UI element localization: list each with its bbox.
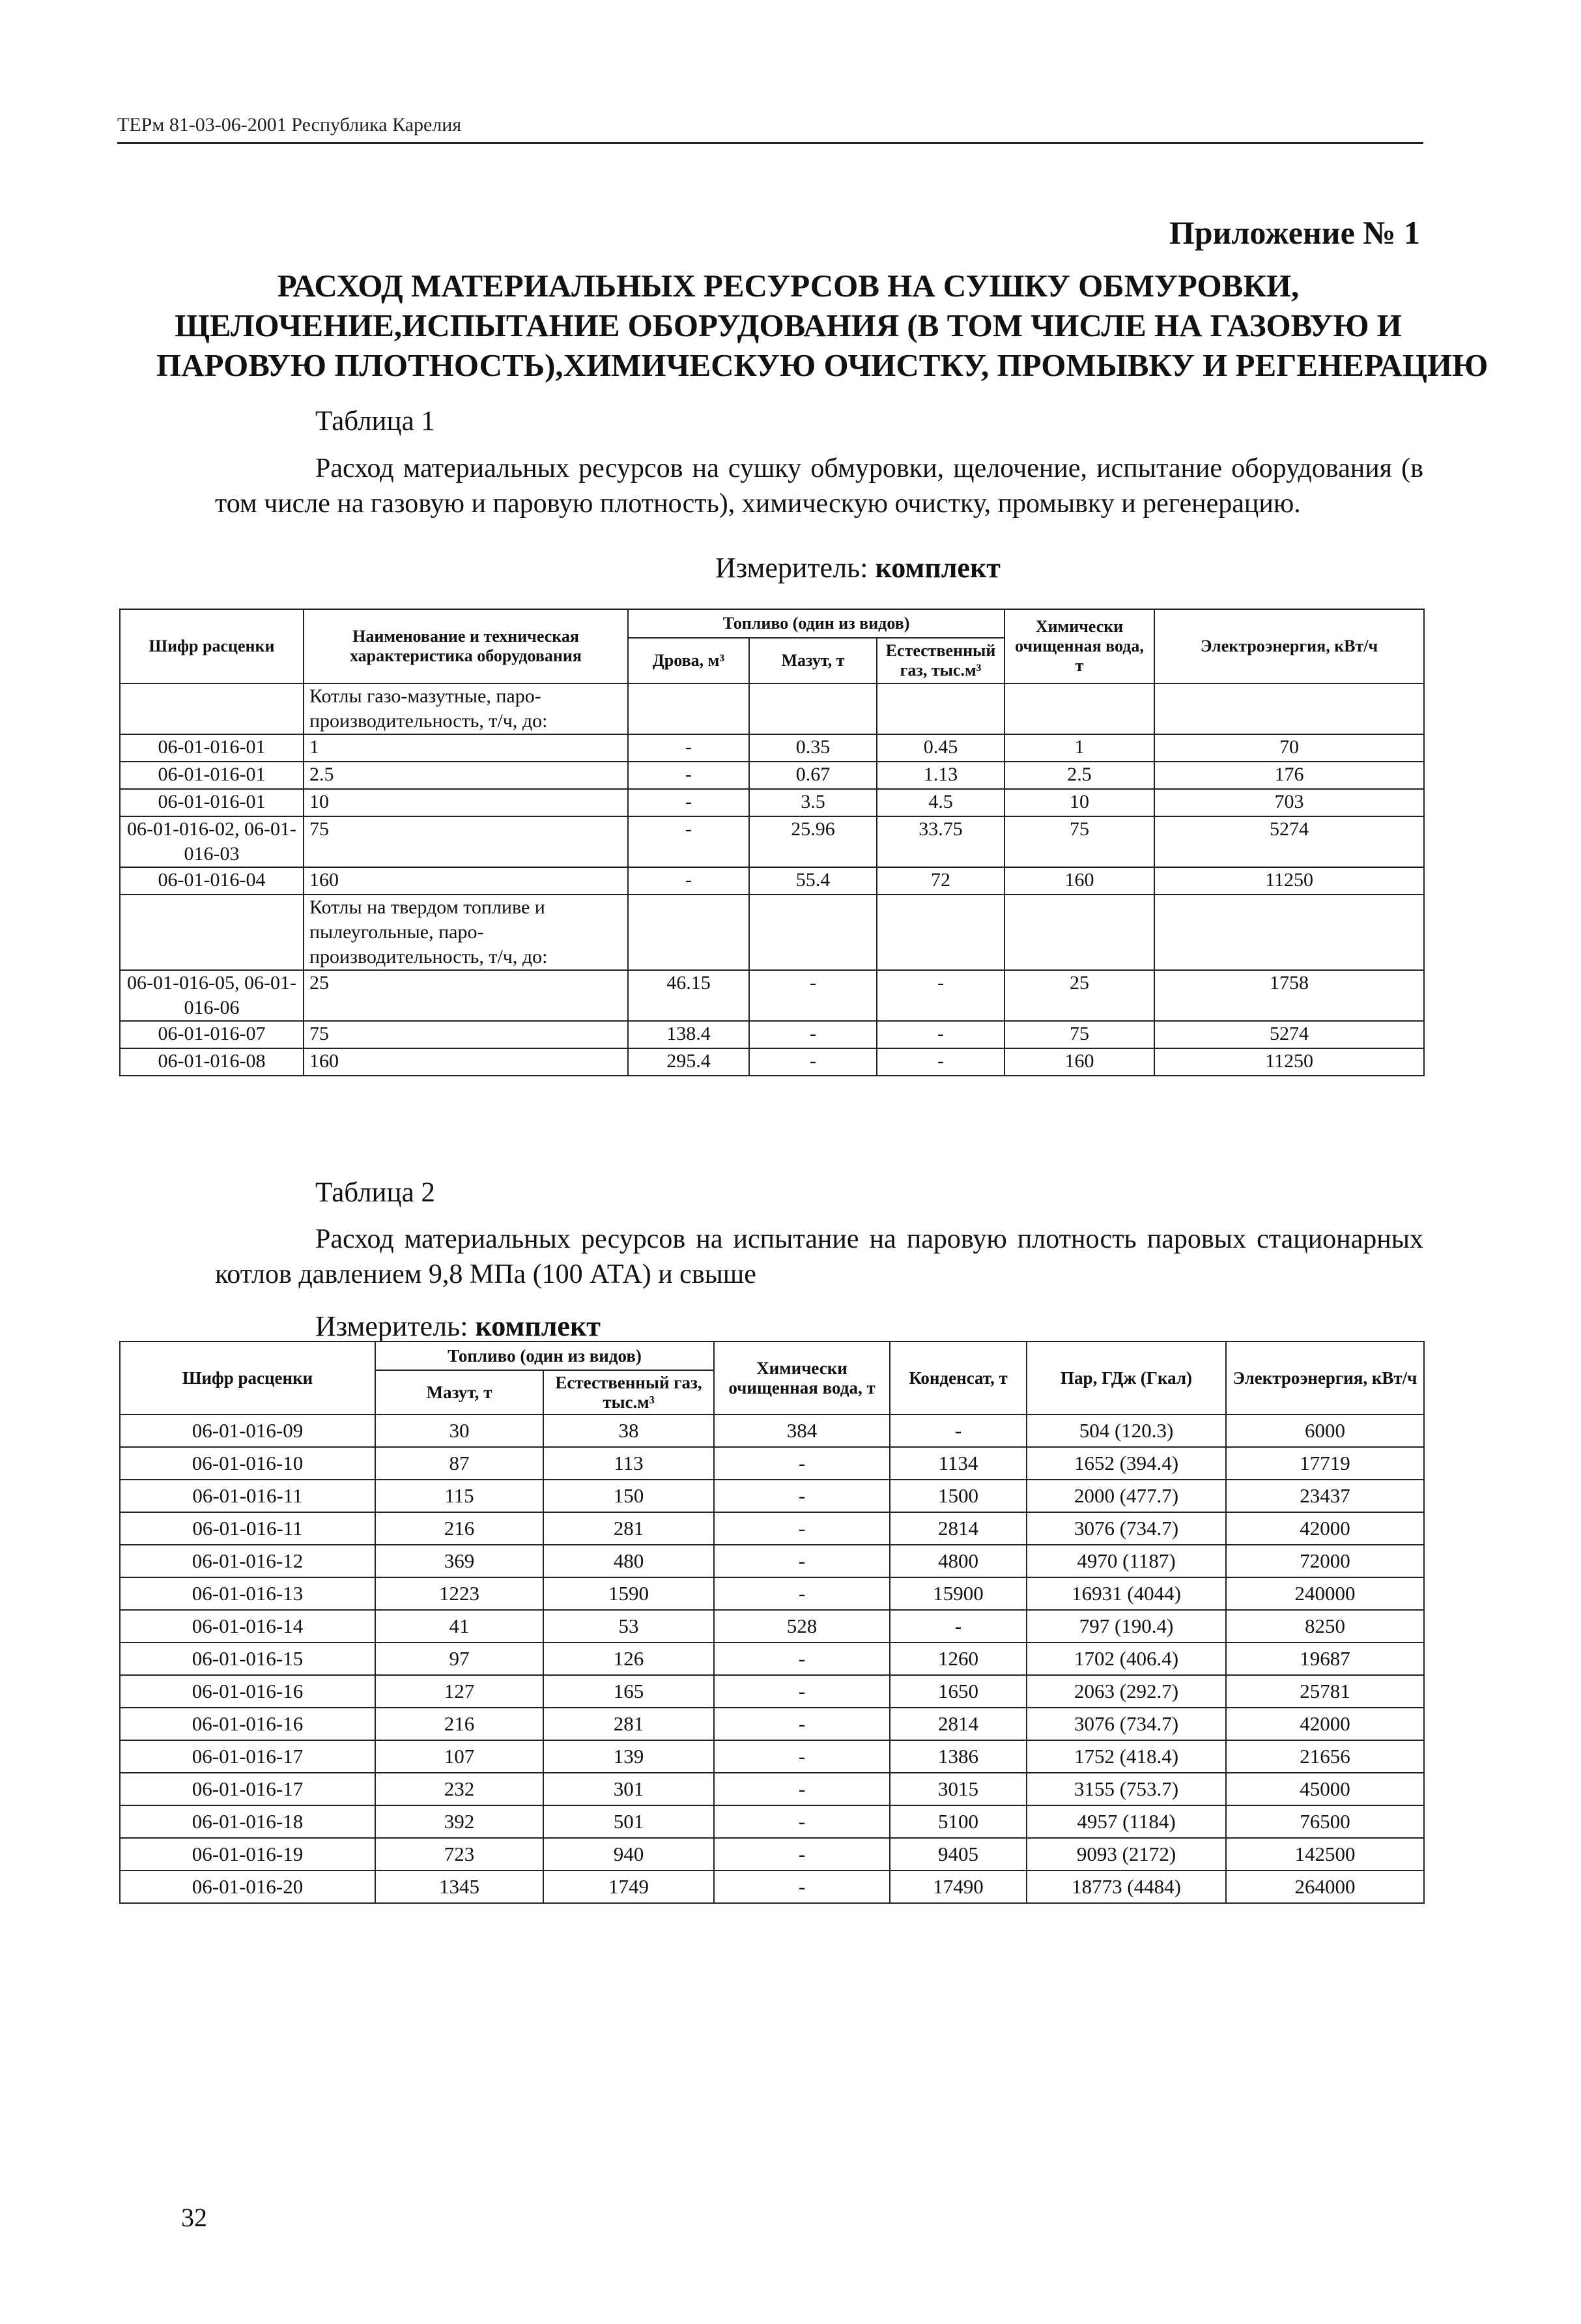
table-row (120, 762, 1424, 789)
table-cell: 75 (1004, 816, 1154, 867)
table-cell: 113 (543, 1447, 714, 1480)
table-cell: 5100 (890, 1805, 1027, 1838)
table-cell: 504 (120.3) (1027, 1414, 1226, 1447)
table1-description: Расход материальных ресурсов на сушку обмуровки, щелочение, испытание оборудования (в том числе на газовую и паровую плотность), химическую очистку, промывку и регенерацию. (215, 453, 1423, 519)
table-cell (1154, 895, 1424, 970)
table-cell: 06-01-016-11 (120, 1480, 375, 1512)
table-cell: 11250 (1154, 867, 1424, 895)
table-cell: - (628, 734, 749, 762)
page-number: 32 (181, 2203, 207, 2232)
table-cell: - (714, 1805, 890, 1838)
header-name: Наименование и техническая характеристика оборудования (304, 609, 628, 683)
table-cell: 160 (304, 1048, 628, 1076)
table-cell: - (877, 1021, 1004, 1048)
table-cell: - (749, 970, 877, 1021)
table-cell: 723 (375, 1838, 543, 1871)
table-cell: 295.4 (628, 1048, 749, 1076)
table-cell: 528 (714, 1610, 890, 1643)
table-cell: 1758 (1154, 970, 1424, 1021)
table-cell: - (628, 789, 749, 816)
table-cell: 127 (375, 1675, 543, 1708)
table-cell: 19687 (1226, 1643, 1424, 1675)
table-cell: 139 (543, 1740, 714, 1773)
table-cell: 25.96 (749, 816, 877, 867)
table-row (120, 1480, 1424, 1512)
table1-caption: Таблица 1 (315, 406, 435, 437)
table-cell: 3076 (734.7) (1027, 1512, 1226, 1545)
table-cell (1004, 895, 1154, 970)
header-rule (117, 142, 1423, 144)
table-cell: 06-01-016-09 (120, 1414, 375, 1447)
table-cell: 232 (375, 1773, 543, 1805)
header-fuel-oil: Мазут, т (375, 1370, 543, 1414)
table-cell: 1223 (375, 1577, 543, 1610)
table-cell: 06-01-016-13 (120, 1577, 375, 1610)
table-cell: Котлы газо-мазутные, паро-производительность, т/ч, до: (304, 683, 628, 734)
table-row (120, 789, 1424, 816)
table-cell: 70 (1154, 734, 1424, 762)
table-cell: 0.35 (749, 734, 877, 762)
table-cell: 1134 (890, 1447, 1027, 1480)
header-water: Химически очищенная вода, т (714, 1341, 890, 1414)
table-cell: 15900 (890, 1577, 1027, 1610)
table-row (120, 970, 1424, 1021)
table-cell: 11250 (1154, 1048, 1424, 1076)
table-cell (877, 895, 1004, 970)
table-cell: 33.75 (877, 816, 1004, 867)
table-cell: 142500 (1226, 1838, 1424, 1871)
header-fuel-oil: Мазут, т (749, 638, 877, 683)
table-cell: 0.45 (877, 734, 1004, 762)
table-cell: 46.15 (628, 970, 749, 1021)
table-cell: 72 (877, 867, 1004, 895)
table-cell: 42000 (1226, 1708, 1424, 1740)
table-cell: 501 (543, 1805, 714, 1838)
table-cell: 2.5 (1004, 762, 1154, 789)
table-cell: 9093 (2172) (1027, 1838, 1226, 1871)
table-cell: 160 (1004, 867, 1154, 895)
table-cell: 06-01-016-04 (120, 867, 304, 895)
table-cell: 06-01-016-07 (120, 1021, 304, 1048)
table-cell (1004, 683, 1154, 734)
table-cell: 06-01-016-02, 06-01-016-03 (120, 816, 304, 867)
table1-body (120, 683, 1424, 1076)
table-cell (1154, 683, 1424, 734)
table-row (120, 1871, 1424, 1903)
table-row (120, 816, 1424, 867)
header-gas: Естественный газ, тыс.м³ (877, 638, 1004, 683)
table-cell: 06-01-016-17 (120, 1773, 375, 1805)
table-cell: 25 (304, 970, 628, 1021)
table-cell: 06-01-016-15 (120, 1643, 375, 1675)
table-row (120, 1048, 1424, 1076)
table-cell: 06-01-016-17 (120, 1740, 375, 1773)
table-cell: 1 (304, 734, 628, 762)
table-cell: 160 (304, 867, 628, 895)
table-cell: 3155 (753.7) (1027, 1773, 1226, 1805)
table-cell: - (714, 1577, 890, 1610)
table-cell: 2.5 (304, 762, 628, 789)
table-cell: 301 (543, 1773, 714, 1805)
table-cell: 25781 (1226, 1675, 1424, 1708)
table-cell: 06-01-016-14 (120, 1610, 375, 1643)
table-cell: 76500 (1226, 1805, 1424, 1838)
table-cell: 9405 (890, 1838, 1027, 1871)
table-row (120, 1805, 1424, 1838)
table-cell: 3.5 (749, 789, 877, 816)
table-row (120, 867, 1424, 895)
table-cell: 6000 (1226, 1414, 1424, 1447)
table-row (120, 683, 1424, 734)
table-cell: 06-01-016-01 (120, 762, 304, 789)
table-row (120, 1740, 1424, 1773)
header-condensate: Конденсат, т (890, 1341, 1027, 1414)
table-cell: 2814 (890, 1708, 1027, 1740)
table-cell: - (714, 1740, 890, 1773)
table-cell: 940 (543, 1838, 714, 1871)
table-cell: 369 (375, 1545, 543, 1577)
table-cell: - (877, 970, 1004, 1021)
table-cell: 06-01-016-11 (120, 1512, 375, 1545)
table-cell: - (890, 1414, 1027, 1447)
table-cell: - (714, 1838, 890, 1871)
table-cell: 06-01-016-16 (120, 1675, 375, 1708)
table-row (120, 1610, 1424, 1643)
header-code: Шифр расценки (120, 609, 304, 683)
table2 (119, 1341, 1425, 1904)
table2-description: Расход материальных ресурсов на испытание на паровую плотность паровых стационарных котлов давлением 9,8 МПа (100 АТА) и свыше (215, 1224, 1423, 1289)
main-title-line: ЩЕЛОЧЕНИЕ,ИСПЫТАНИЕ ОБОРУДОВАНИЯ (В ТОМ ЧИСЛЕ НА ГАЗОВУЮ И (175, 308, 1402, 343)
table-cell: - (714, 1545, 890, 1577)
header-gas: Естественный газ, тыс.м³ (543, 1370, 714, 1414)
table-cell: Котлы на твердом топливе и пылеугольные, паро-производительность, т/ч, до: (304, 895, 628, 970)
header-power: Электроэнергия, кВт/ч (1226, 1341, 1424, 1414)
table-cell (120, 683, 304, 734)
measure-value: комплект (475, 1310, 601, 1342)
table-row (120, 1414, 1424, 1447)
table-cell: 8250 (1226, 1610, 1424, 1643)
table-cell: 107 (375, 1740, 543, 1773)
table-cell: 16931 (4044) (1027, 1577, 1226, 1610)
table-cell: 281 (543, 1512, 714, 1545)
table-cell: 1702 (406.4) (1027, 1643, 1226, 1675)
main-title-line: ПАРОВУЮ ПЛОТНОСТЬ),ХИМИЧЕСКУЮ ОЧИСТКУ, ПРОМЫВКУ И РЕГЕНЕРАЦИЮ (156, 347, 1488, 383)
table-cell: - (714, 1675, 890, 1708)
table-cell: 703 (1154, 789, 1424, 816)
table-cell: 1386 (890, 1740, 1027, 1773)
table-cell: 06-01-016-01 (120, 734, 304, 762)
table-row (120, 1021, 1424, 1048)
table-cell: - (714, 1773, 890, 1805)
table-cell: 4800 (890, 1545, 1027, 1577)
header-water: Химически очищенная вода, т (1004, 609, 1154, 683)
table-cell: 264000 (1226, 1871, 1424, 1903)
table-cell: - (714, 1512, 890, 1545)
header-fuel: Топливо (один из видов) (375, 1341, 714, 1370)
table-cell: 17490 (890, 1871, 1027, 1903)
table-cell: 45000 (1226, 1773, 1424, 1805)
table-cell: - (890, 1610, 1027, 1643)
table-cell: 480 (543, 1545, 714, 1577)
table-cell: 216 (375, 1708, 543, 1740)
main-title (156, 266, 1488, 385)
table-cell: - (628, 816, 749, 867)
table-cell: 1650 (890, 1675, 1027, 1708)
measure-label: Измеритель: (715, 552, 868, 584)
table-cell: 38 (543, 1414, 714, 1447)
table-cell: 23437 (1226, 1480, 1424, 1512)
table-cell (749, 683, 877, 734)
table-cell: 150 (543, 1480, 714, 1512)
table-cell: - (714, 1871, 890, 1903)
table-cell: 17719 (1226, 1447, 1424, 1480)
measure-value: комплект (875, 552, 1001, 584)
table-cell: 216 (375, 1512, 543, 1545)
table-cell: 1 (1004, 734, 1154, 762)
table-cell: 1345 (375, 1871, 543, 1903)
table-cell: 75 (1004, 1021, 1154, 1048)
table-cell (120, 895, 304, 970)
table-cell: 75 (304, 816, 628, 867)
table-cell: 160 (1004, 1048, 1154, 1076)
table-cell: 21656 (1226, 1740, 1424, 1773)
table-cell: 25 (1004, 970, 1154, 1021)
running-header: ТЕРм 81-03-06-2001 Республика Карелия (117, 114, 462, 136)
table-cell: 176 (1154, 762, 1424, 789)
table-cell: 1.13 (877, 762, 1004, 789)
table-cell: 5274 (1154, 816, 1424, 867)
measure-label: Измеритель: (315, 1310, 468, 1342)
header-wood: Дрова, м³ (628, 638, 749, 683)
table-cell: 281 (543, 1708, 714, 1740)
table-row (120, 1577, 1424, 1610)
table-cell: 06-01-016-20 (120, 1871, 375, 1903)
table-row (120, 895, 1424, 970)
table-cell: 165 (543, 1675, 714, 1708)
table-cell: - (749, 1021, 877, 1048)
table-cell: - (628, 867, 749, 895)
table-cell: 115 (375, 1480, 543, 1512)
table-cell: 240000 (1226, 1577, 1424, 1610)
table-row (120, 1838, 1424, 1871)
table-cell: - (714, 1480, 890, 1512)
table-cell: 392 (375, 1805, 543, 1838)
table-cell: - (749, 1048, 877, 1076)
table-cell: 5274 (1154, 1021, 1424, 1048)
table-cell (628, 895, 749, 970)
table-row (120, 1675, 1424, 1708)
table-cell: - (628, 762, 749, 789)
table-cell (628, 683, 749, 734)
table-row (120, 1773, 1424, 1805)
table-cell: 06-01-016-19 (120, 1838, 375, 1871)
table2-body (120, 1414, 1424, 1903)
table-cell: - (714, 1708, 890, 1740)
table-cell: 3076 (734.7) (1027, 1708, 1226, 1740)
table-cell: 4.5 (877, 789, 1004, 816)
table-cell: 126 (543, 1643, 714, 1675)
table-cell: 72000 (1226, 1545, 1424, 1577)
table-cell: 06-01-016-01 (120, 789, 304, 816)
table1-measure (715, 551, 1001, 584)
table-cell: - (714, 1447, 890, 1480)
table-cell: 06-01-016-10 (120, 1447, 375, 1480)
table-cell: 0.67 (749, 762, 877, 789)
header-power: Электроэнергия, кВт/ч (1154, 609, 1424, 683)
table-cell: - (877, 1048, 1004, 1076)
table-cell: 1260 (890, 1643, 1027, 1675)
header-code: Шифр расценки (120, 1341, 375, 1414)
table-cell: 4970 (1187) (1027, 1545, 1226, 1577)
table-cell: 10 (1004, 789, 1154, 816)
appendix-label: Приложение № 1 (1169, 214, 1420, 251)
table-row (120, 1512, 1424, 1545)
table-cell: 384 (714, 1414, 890, 1447)
table-cell: 1752 (418.4) (1027, 1740, 1226, 1773)
table-row (120, 1643, 1424, 1675)
header-steam: Пар, ГДж (Гкал) (1027, 1341, 1226, 1414)
main-title-line: РАСХОД МАТЕРИАЛЬНЫХ РЕСУРСОВ НА СУШКУ ОБМУРОВКИ, (277, 268, 1300, 304)
table-row (120, 1545, 1424, 1577)
table-cell: 1500 (890, 1480, 1027, 1512)
table-cell: 1590 (543, 1577, 714, 1610)
table-cell: 06-01-016-05, 06-01-016-06 (120, 970, 304, 1021)
table-cell: 1652 (394.4) (1027, 1447, 1226, 1480)
table-cell: 10 (304, 789, 628, 816)
table-cell: 42000 (1226, 1512, 1424, 1545)
table-cell: 4957 (1184) (1027, 1805, 1226, 1838)
table-cell: 2063 (292.7) (1027, 1675, 1226, 1708)
table-cell (749, 895, 877, 970)
table-cell: 87 (375, 1447, 543, 1480)
table-cell (877, 683, 1004, 734)
table-cell: - (714, 1643, 890, 1675)
table-row (120, 1708, 1424, 1740)
table-cell: 75 (304, 1021, 628, 1048)
table-row (120, 1447, 1424, 1480)
table-cell: 2814 (890, 1512, 1027, 1545)
table2-caption: Таблица 2 (315, 1177, 435, 1208)
header-fuel: Топливо (один из видов) (628, 609, 1004, 638)
table-cell: 41 (375, 1610, 543, 1643)
table-cell: 55.4 (749, 867, 877, 895)
table-cell: 797 (190.4) (1027, 1610, 1226, 1643)
table-cell: 06-01-016-12 (120, 1545, 375, 1577)
table-cell: 30 (375, 1414, 543, 1447)
table-cell: 138.4 (628, 1021, 749, 1048)
table-cell: 97 (375, 1643, 543, 1675)
table-cell: 2000 (477.7) (1027, 1480, 1226, 1512)
table-cell: 06-01-016-08 (120, 1048, 304, 1076)
table-cell: 53 (543, 1610, 714, 1643)
table-cell: 3015 (890, 1773, 1027, 1805)
table-cell: 06-01-016-18 (120, 1805, 375, 1838)
table-cell: 1749 (543, 1871, 714, 1903)
table1 (119, 609, 1425, 1076)
table2-measure (315, 1310, 601, 1343)
table-cell: 18773 (4484) (1027, 1871, 1226, 1903)
table-cell: 06-01-016-16 (120, 1708, 375, 1740)
table-row (120, 734, 1424, 762)
